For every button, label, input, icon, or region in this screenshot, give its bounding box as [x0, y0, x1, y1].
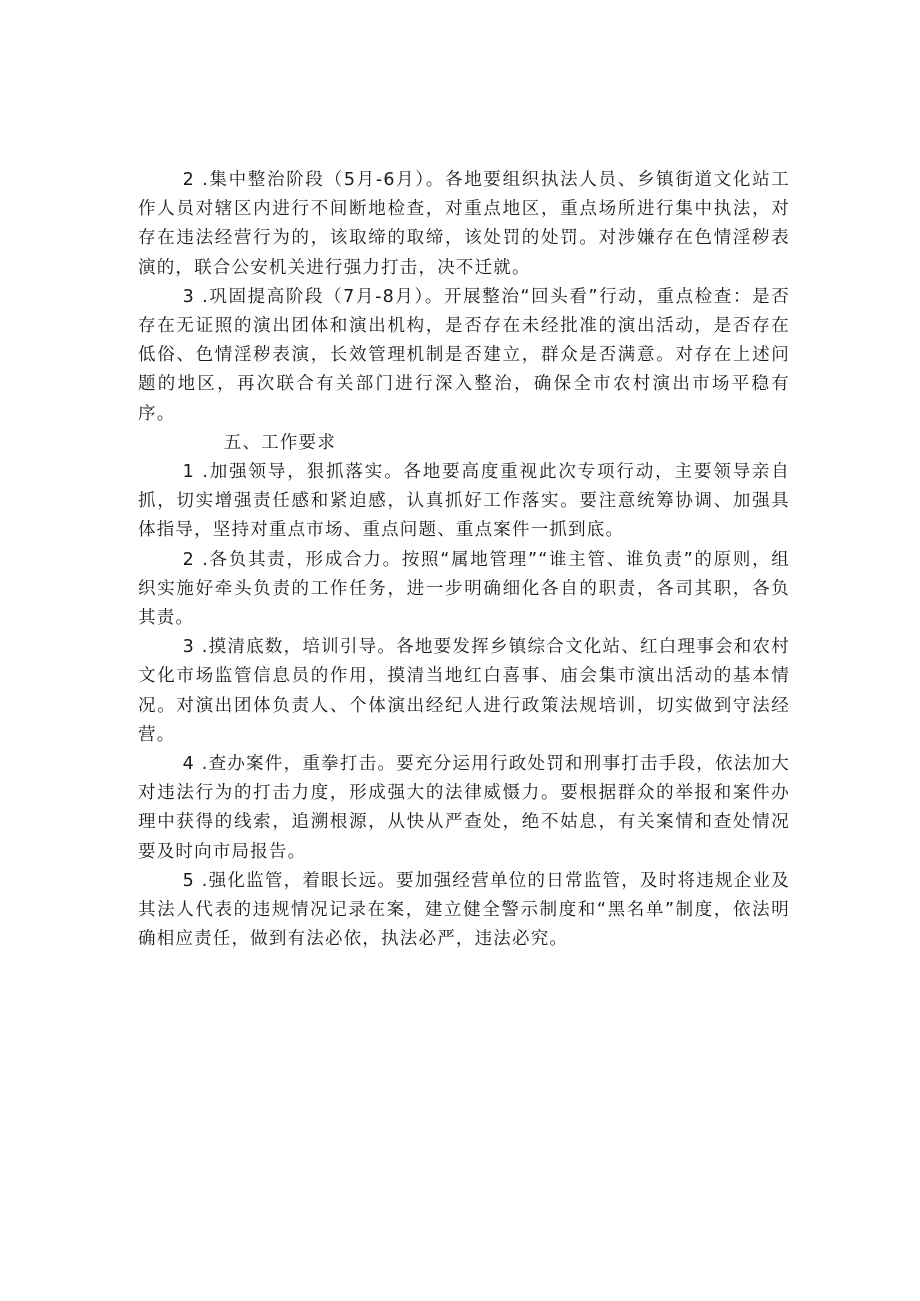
- requirement-item-3: 3 .摸清底数，培训引导。各地要发挥乡镇综合文化站、红白理事会和农村文化市场监管信息员的作用，摸清当地红白喜事、庙会集市演出活动的基本情况。对演出团体负责人、个体演出经纪人进行政策法规培训，切实做到守法经营。: [138, 637, 790, 745]
- paragraph-stage-2: 2 .集中整治阶段（5月-6月）。各地要组织执法人员、乡镇街道文化站工作人员对辖区内进行不间断地检查，对重点地区，重点场所进行集中执法，对存在违法经营行为的，该取缔的取缔，该处罚的处罚。对涉嫌存在色情淫秽表演的，联合公安机关进行强力打击，决不迁就。: [138, 170, 790, 278]
- requirement-item-5: 5 .强化监管，着眼长远。要加强经营单位的日常监管，及时将违规企业及其法人代表的违规情况记录在案，建立健全警示制度和“黑名单”制度，依法明确相应责任，做到有法必依，执法必严，违法必究。: [138, 870, 790, 950]
- requirement-item-4: 4 .查办案件，重拳打击。要充分运用行政处罚和刑事打击手段，依法加大对违法行为的打击力度，形成强大的法律威慑力。要根据群众的举报和案件办理中获得的线索，追溯根源，从快从严查处，绝不姑息，有关案情和查处情况要及时向市局报告。: [138, 754, 790, 862]
- document-body: [138, 166, 790, 954]
- requirement-item-1: 1 .加强领导，狠抓落实。各地要高度重视此次专项行动，主要领导亲自抓，切实增强责任感和紧迫感，认真抓好工作落实。要注意统筹协调、加强具体指导，坚持对重点市场、重点问题、重点案件一抓到底。: [138, 462, 790, 541]
- section-heading-work-requirements: 五、工作要求: [223, 432, 336, 453]
- paragraph-stage-3: 3 .巩固提高阶段（7月-8月）。开展整治“回头看”行动，重点检查：是否存在无证照的演出团体和演出机构，是否存在未经批准的演出活动，是否存在低俗、色情淫秽表演，长效管理机制是否建立，群众是否满意。对存在上述问题的地区，再次联合有关部门进行深入整治，确保全市农村演出市场平稳有序。: [138, 286, 790, 424]
- requirement-item-2: 2 .各负其责，形成合力。按照“属地管理”“谁主管、谁负责”的原则，组织实施好牵头负责的工作任务，进一步明确细化各自的职责，各司其职，各负其责。: [138, 549, 790, 629]
